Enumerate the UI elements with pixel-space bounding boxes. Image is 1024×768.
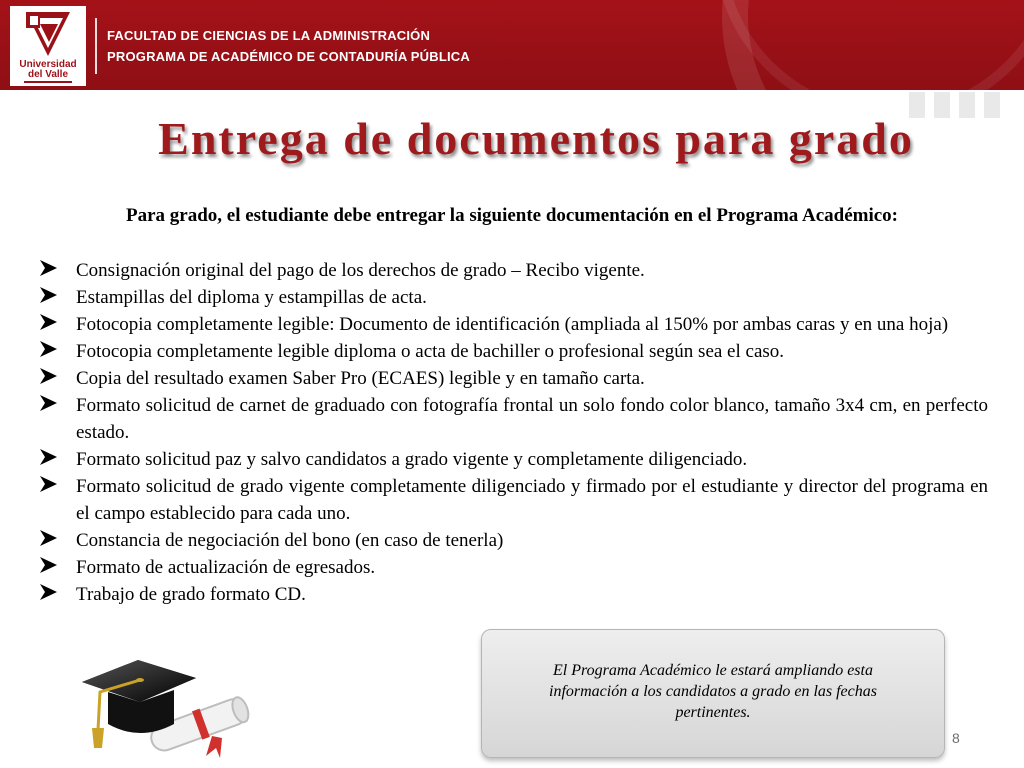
arrow-bullet-icon — [38, 257, 62, 287]
list-item — [38, 554, 988, 581]
faculty-name: FACULTAD DE CIENCIAS DE LA ADMINISTRACIÓN — [107, 28, 431, 43]
intro-text: Para grado, el estudiante debe entregar la siguiente documentación en el Programa Académico: — [125, 205, 899, 226]
list-item — [38, 446, 988, 473]
arrow-bullet-icon — [38, 554, 62, 584]
arrow-bullet-icon — [38, 365, 62, 395]
arrow-bullet-icon — [38, 338, 62, 368]
list-item-text: Consignación original del pago de los derechos de grado – Recibo vigente. — [76, 260, 645, 281]
document-list — [38, 257, 988, 608]
arrow-bullet-icon — [38, 581, 62, 611]
list-item — [38, 581, 988, 608]
university-logo — [10, 6, 86, 86]
logo-underline — [24, 81, 72, 83]
list-item-text: Formato solicitud de carnet de graduado con fotografía frontal un solo fondo color blanco, tamaño 3x4 cm, en perfecto estado. — [76, 395, 988, 443]
logo-emblem-icon — [24, 10, 72, 58]
list-item-text: Formato de actualización de egresados. — [76, 557, 376, 578]
note-text: El Programa Académico le estará ampliando esta información a los candidatos a grado en las fechas pertinentes. — [549, 662, 877, 721]
list-item-text: Formato solicitud de grado vigente completamente diligenciado y firmado por el estudiante y director del programa en el campo establecido para cada uno. — [76, 476, 988, 524]
list-item — [38, 473, 988, 527]
list-item — [38, 311, 988, 338]
logo-text-line1: Universidad — [19, 59, 77, 70]
arrow-bullet-icon — [38, 392, 62, 422]
arrow-bullet-icon — [38, 473, 62, 503]
list-item — [38, 257, 988, 284]
list-item-text: Copia del resultado examen Saber Pro (ECAES) legible y en tamaño carta. — [76, 368, 645, 389]
header-banner — [0, 0, 1024, 90]
list-item-text: Constancia de negociación del bono (en caso de tenerla) — [76, 530, 504, 551]
arrow-bullet-icon — [38, 446, 62, 476]
note-box — [481, 629, 945, 758]
arrow-bullet-icon — [38, 284, 62, 314]
list-item-text: Fotocopia completamente legible: Documento de identificación (ampliada al 150% por ambas caras y en una hoja) — [76, 314, 949, 335]
graduation-illustration — [78, 652, 258, 767]
list-item — [38, 527, 988, 554]
list-item-text: Fotocopia completamente legible diploma o acta de bachiller o profesional según sea el caso. — [76, 341, 785, 362]
list-item — [38, 338, 988, 365]
list-item — [38, 365, 988, 392]
logo-text-line2: del Valle — [27, 69, 69, 80]
program-name: PROGRAMA DE ACADÉMICO DE CONTADURÍA PÚBLICA — [107, 49, 470, 64]
list-item-text: Formato solicitud paz y salvo candidatos a grado vigente y completamente diligenciado. — [76, 449, 748, 470]
list-item — [38, 392, 988, 446]
header-separator — [95, 18, 97, 74]
page-number: 8 — [952, 730, 960, 746]
list-item — [38, 284, 988, 311]
list-item-text: Trabajo de grado formato CD. — [76, 584, 306, 605]
arrow-bullet-icon — [38, 311, 62, 341]
slide-title: Entrega de documentos para grado — [158, 113, 914, 164]
graduation-cap-icon — [78, 652, 258, 762]
arrow-bullet-icon — [38, 527, 62, 557]
list-item-text: Estampillas del diploma y estampillas de acta. — [76, 287, 427, 308]
